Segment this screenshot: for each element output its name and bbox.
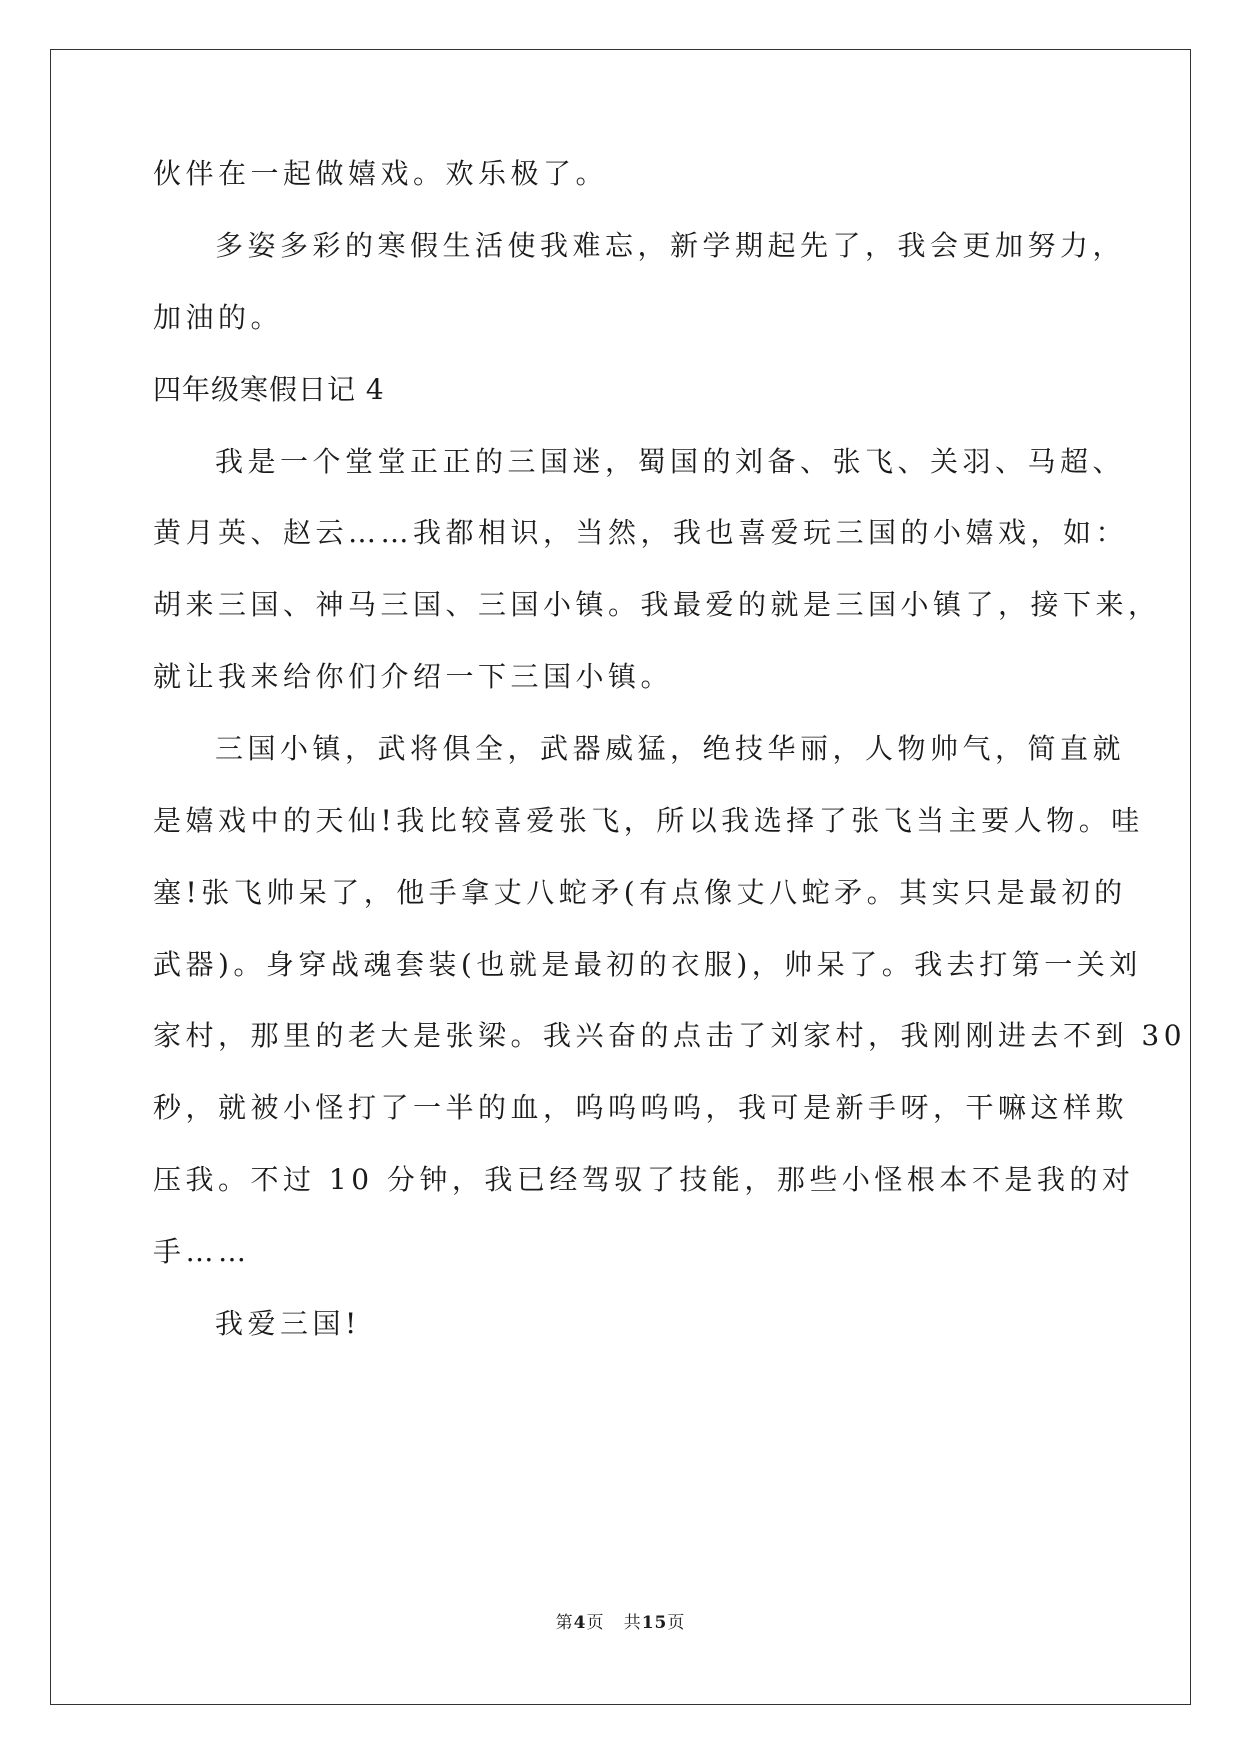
paragraph-line: 我爱三国!: [215, 1307, 361, 1340]
page-number: 4: [573, 1613, 587, 1633]
total-pages: 15: [641, 1613, 668, 1633]
paragraph-line: 多姿多彩的寒假生活使我难忘，新学期起先了，我会更加努力，: [215, 229, 1126, 262]
paragraph-line: 三国小镇，武将俱全，武器威猛，绝技华丽，人物帅气，简直就: [215, 732, 1126, 765]
text-line: 秒，就被小怪打了一半的血，呜呜呜呜，我可是新手呀，干嘛这样欺: [153, 1091, 1129, 1124]
text-line: 是嬉戏中的天仙!我比较喜爱张飞，所以我选择了张飞当主要人物。哇: [153, 804, 1144, 837]
text-line: 家村，那里的老大是张梁。我兴奋的点击了刘家村，我刚刚进去不到 30: [153, 1019, 1187, 1052]
section-title: 四年级寒假日记 4: [153, 373, 385, 406]
text-line: 黄月英、赵云……我都相识，当然，我也喜爱玩三国的小嬉戏，如：: [153, 516, 1129, 549]
text-line: 胡来三国、神马三国、三国小镇。我最爱的就是三国小镇了，接下来，: [153, 588, 1161, 621]
text-line: 加油的。: [153, 301, 284, 334]
text-line: 压我。不过 10 分钟，我已经驾驭了技能，那些小怪根本不是我的对: [153, 1163, 1135, 1196]
page-prefix: 第: [555, 1613, 574, 1633]
total-suffix: 页: [667, 1613, 686, 1633]
page-footer: [0, 1612, 1241, 1634]
text-line: 武器)。身穿战魂套装(也就是最初的衣服)，帅呆了。我去打第一关刘: [153, 948, 1142, 981]
text-line: 伙伴在一起做嬉戏。欢乐极了。: [153, 157, 609, 190]
total-prefix: 共: [623, 1613, 642, 1633]
paragraph-line: 我是一个堂堂正正的三国迷，蜀国的刘备、张飞、关羽、马超、: [215, 445, 1126, 478]
text-line: 就让我来给你们介绍一下三国小镇。: [153, 660, 674, 693]
text-line: 塞!张飞帅呆了，他手拿丈八蛇矛(有点像丈八蛇矛。其实只是最初的: [153, 876, 1127, 909]
page-suffix: 页: [586, 1613, 605, 1633]
text-line: 手……: [153, 1235, 251, 1268]
